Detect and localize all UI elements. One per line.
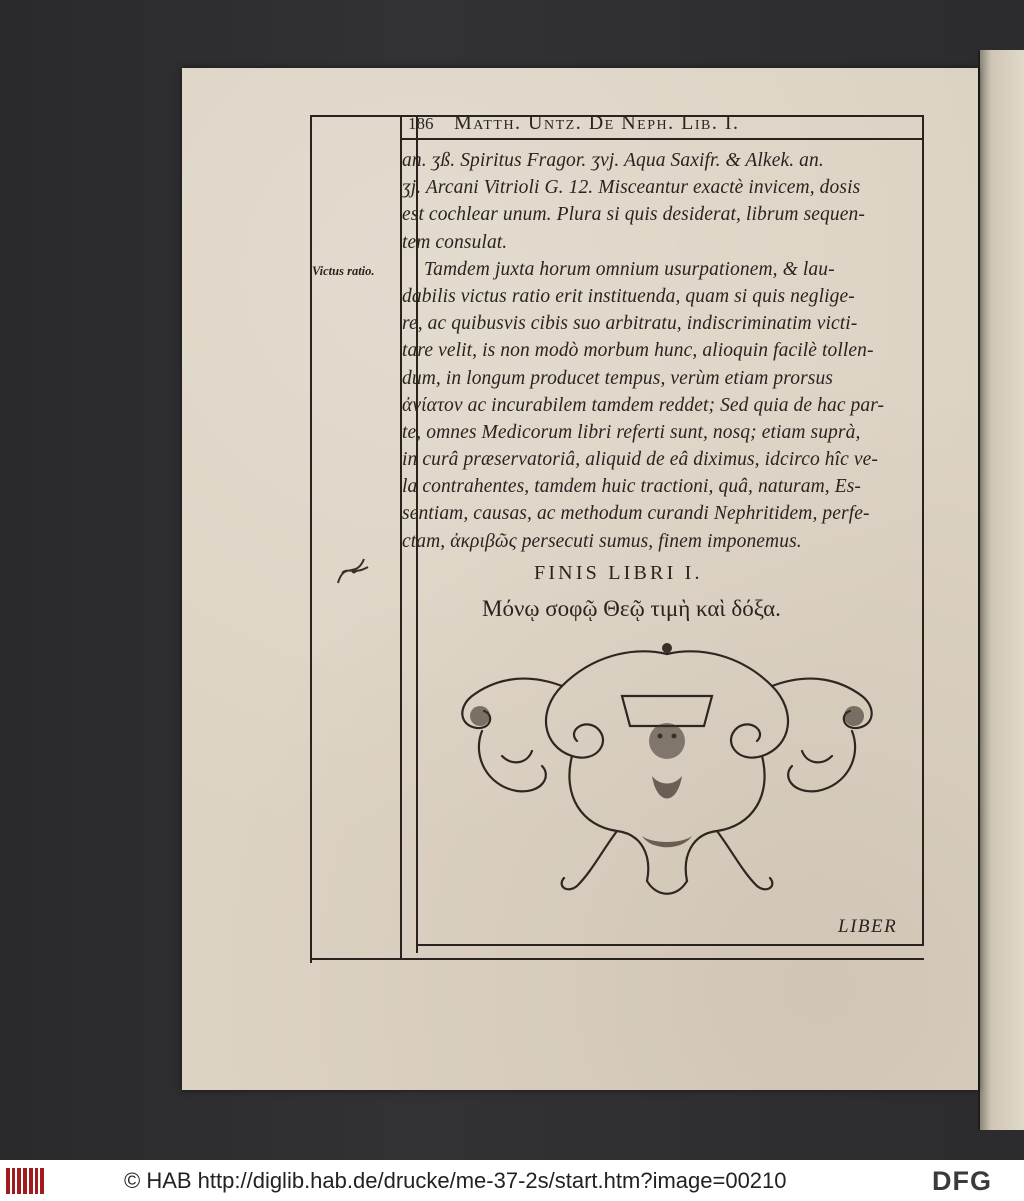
body-text [402,147,922,555]
text-line: la contrahentes, tamdem huic tractioni, quâ, naturam, Es- [402,476,862,498]
text-line: Tamdem juxta horum omnium usurpationem, & lau- [424,258,835,280]
credit-link[interactable]: © HAB http://diglib.hab.de/drucke/me-37-2s/start.htm?image=00210 [124,1168,787,1193]
text-line: te, omnes Medicorum libri referti sunt, nosq; etiam suprà, [402,421,861,443]
text-line: est cochlear unum. Plura si quis desiderat, librum sequen- [402,204,865,226]
adjacent-page-edge [978,50,1024,1130]
greek-motto: Μόνῳ σοφῷ Θεῷ τιμὴ καὶ δόξα. [482,596,781,621]
running-head [408,110,918,136]
text-line: an. ʒß. Spiritus Fragor. ʒvj. Aqua Saxifr. & Alkek. an. [402,150,824,171]
page-number: 186 [408,114,434,133]
hab-logo-icon [6,1168,44,1194]
margin-flourish-icon [334,553,372,587]
text-line: dum, in longum producet tempus, verùm etiam prorsus [402,367,833,389]
frame-rule-outer-left [310,115,312,963]
frame-rule-right [922,115,924,945]
margin-note: Victus ratio. [312,264,375,278]
text-line: ctam, ἀκριβῶς persecuti sumus, finem imponemus. [402,530,802,552]
text-line: ἀνίατον ac incurabilem tamdem reddet; Sed quia de hac par- [402,394,885,416]
text-line: re, ac quibusvis cibis suo arbitratu, indiscriminatim victi- [402,313,858,335]
text-line: sentiam, causas, ac methodum curandi Nephritidem, perfe- [402,503,870,525]
dfg-logo: DFG [932,1166,992,1196]
running-title: Matth. Untz. De Neph. Lib. I. [454,112,740,134]
catchword: LIBER [838,916,898,937]
frame-rule-head [402,138,922,140]
frame-rule-bottom [310,958,924,960]
text-line: in curâ præservatoriâ, aliquid de eâ diximus, idcirco hîc ve- [402,449,879,471]
ornamental-vignette-icon [442,636,892,906]
text-line: dabilis victus ratio erit instituenda, quam si quis neglige- [402,285,855,307]
text-line: tare velit, is non modò morbum hunc, alioquin facilè tollen- [402,340,874,362]
frame-rule-bottom-inner [416,944,924,946]
footer-bar [0,1160,1024,1201]
text-line: tem consulat. [402,231,508,253]
text-line: ʒj. Arcani Vitrioli G. 12. Misceantur exactè invicem, dosis [402,177,861,199]
finis-heading: FINIS LIBRI I. [534,562,703,584]
